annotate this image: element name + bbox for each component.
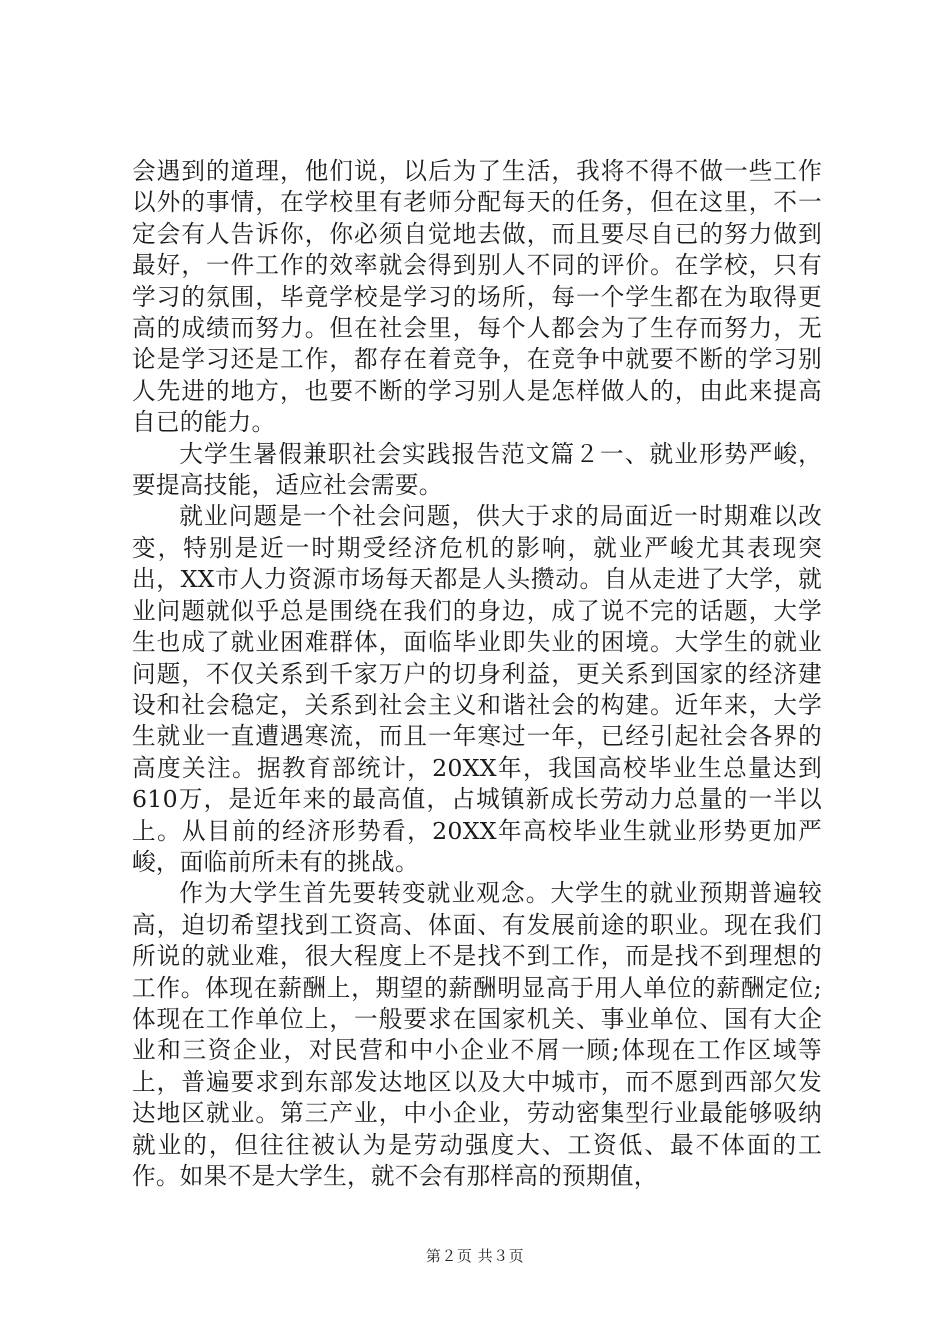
paragraph-4: 作为大学生首先要转变就业观念。大学生的就业预期普遍较高，迫切希望找到工资高、体面、有发展前途的职业。现在我们所说的就业难，很大程度上不是找不到工作，而是找不到理想的工作。体现在薪酬上，期望的薪酬明显高于用人单位的薪酬定位;体现在工作单位上，一般要求在国家机关、事业单位、国有大企业和三资企业，对民营和中小企业不屑一顾;体现在工作区域等上，普遍要求到东部发达地区以及大中城市，而不愿到西部欠发达地区就业。第三产业，中小企业，劳动密集型行业最能够吸纳就业的，但往往被认为是劳动强度大、工资低、最不体面的工作。如果不是大学生，就不会有那样高的预期值， (132, 879, 822, 1190)
paragraph-1: 会遇到的道理，他们说，以后为了生活，我将不得不做一些工作以外的事情，在学校里有老师分配每天的任务，但在这里，不一定会有人告诉你，你必须自觉地去做，而且要尽自已的努力做到最好，一件工作的效率就会得到别人不同的评价。在学校，只有学习的氛围，毕竟学校是学习的场所，每一个学生都在为取得更高的成绩而努力。但在社会里，每个人都会为了生存而努力，无论是学习还是工作，都存在着竞争，在竞争中就要不断的学习别人先进的地方，也要不断的学习别人是怎样做人的，由此来提高自已的能力。 (132, 157, 822, 437)
page-number-footer: 第２页 共３页 (425, 1247, 525, 1265)
paragraph-2-heading: 大学生暑假兼职社会实践报告范文篇２一、就业形势严峻，要提高技能，适应社会需要。 (132, 439, 822, 500)
document-body (132, 156, 822, 1192)
paragraph-3: 就业问题是一个社会问题，供大于求的局面近一时期难以改变，特别是近一时期受经济危机的影响，就业严峻尤其表现突出，XX市人力资源市场每天都是人头攒动。自从走进了大学，就业问题就似乎总是围绕在我们的身边，成了说不完的话题，大学生也成了就业困难群体，面临毕业即失业的困境。大学生的就业问题，不仅关系到千家万户的切身利益，更关系到国家的经济建设和社会稳定，关系到社会主义和谐社会的构建。近年来，大学生就业一直遭遇寒流，而且一年寒过一年，已经引起社会各界的高度关注。据教育部统计，20XX年，我国高校毕业生总量达到610万，是近年来的最高值，占城镇新成长劳动力总量的一半以上。从目前的经济形势看，20XX年高校毕业生就业形势更加严峻，面临前所未有的挑战。 (132, 502, 822, 876)
